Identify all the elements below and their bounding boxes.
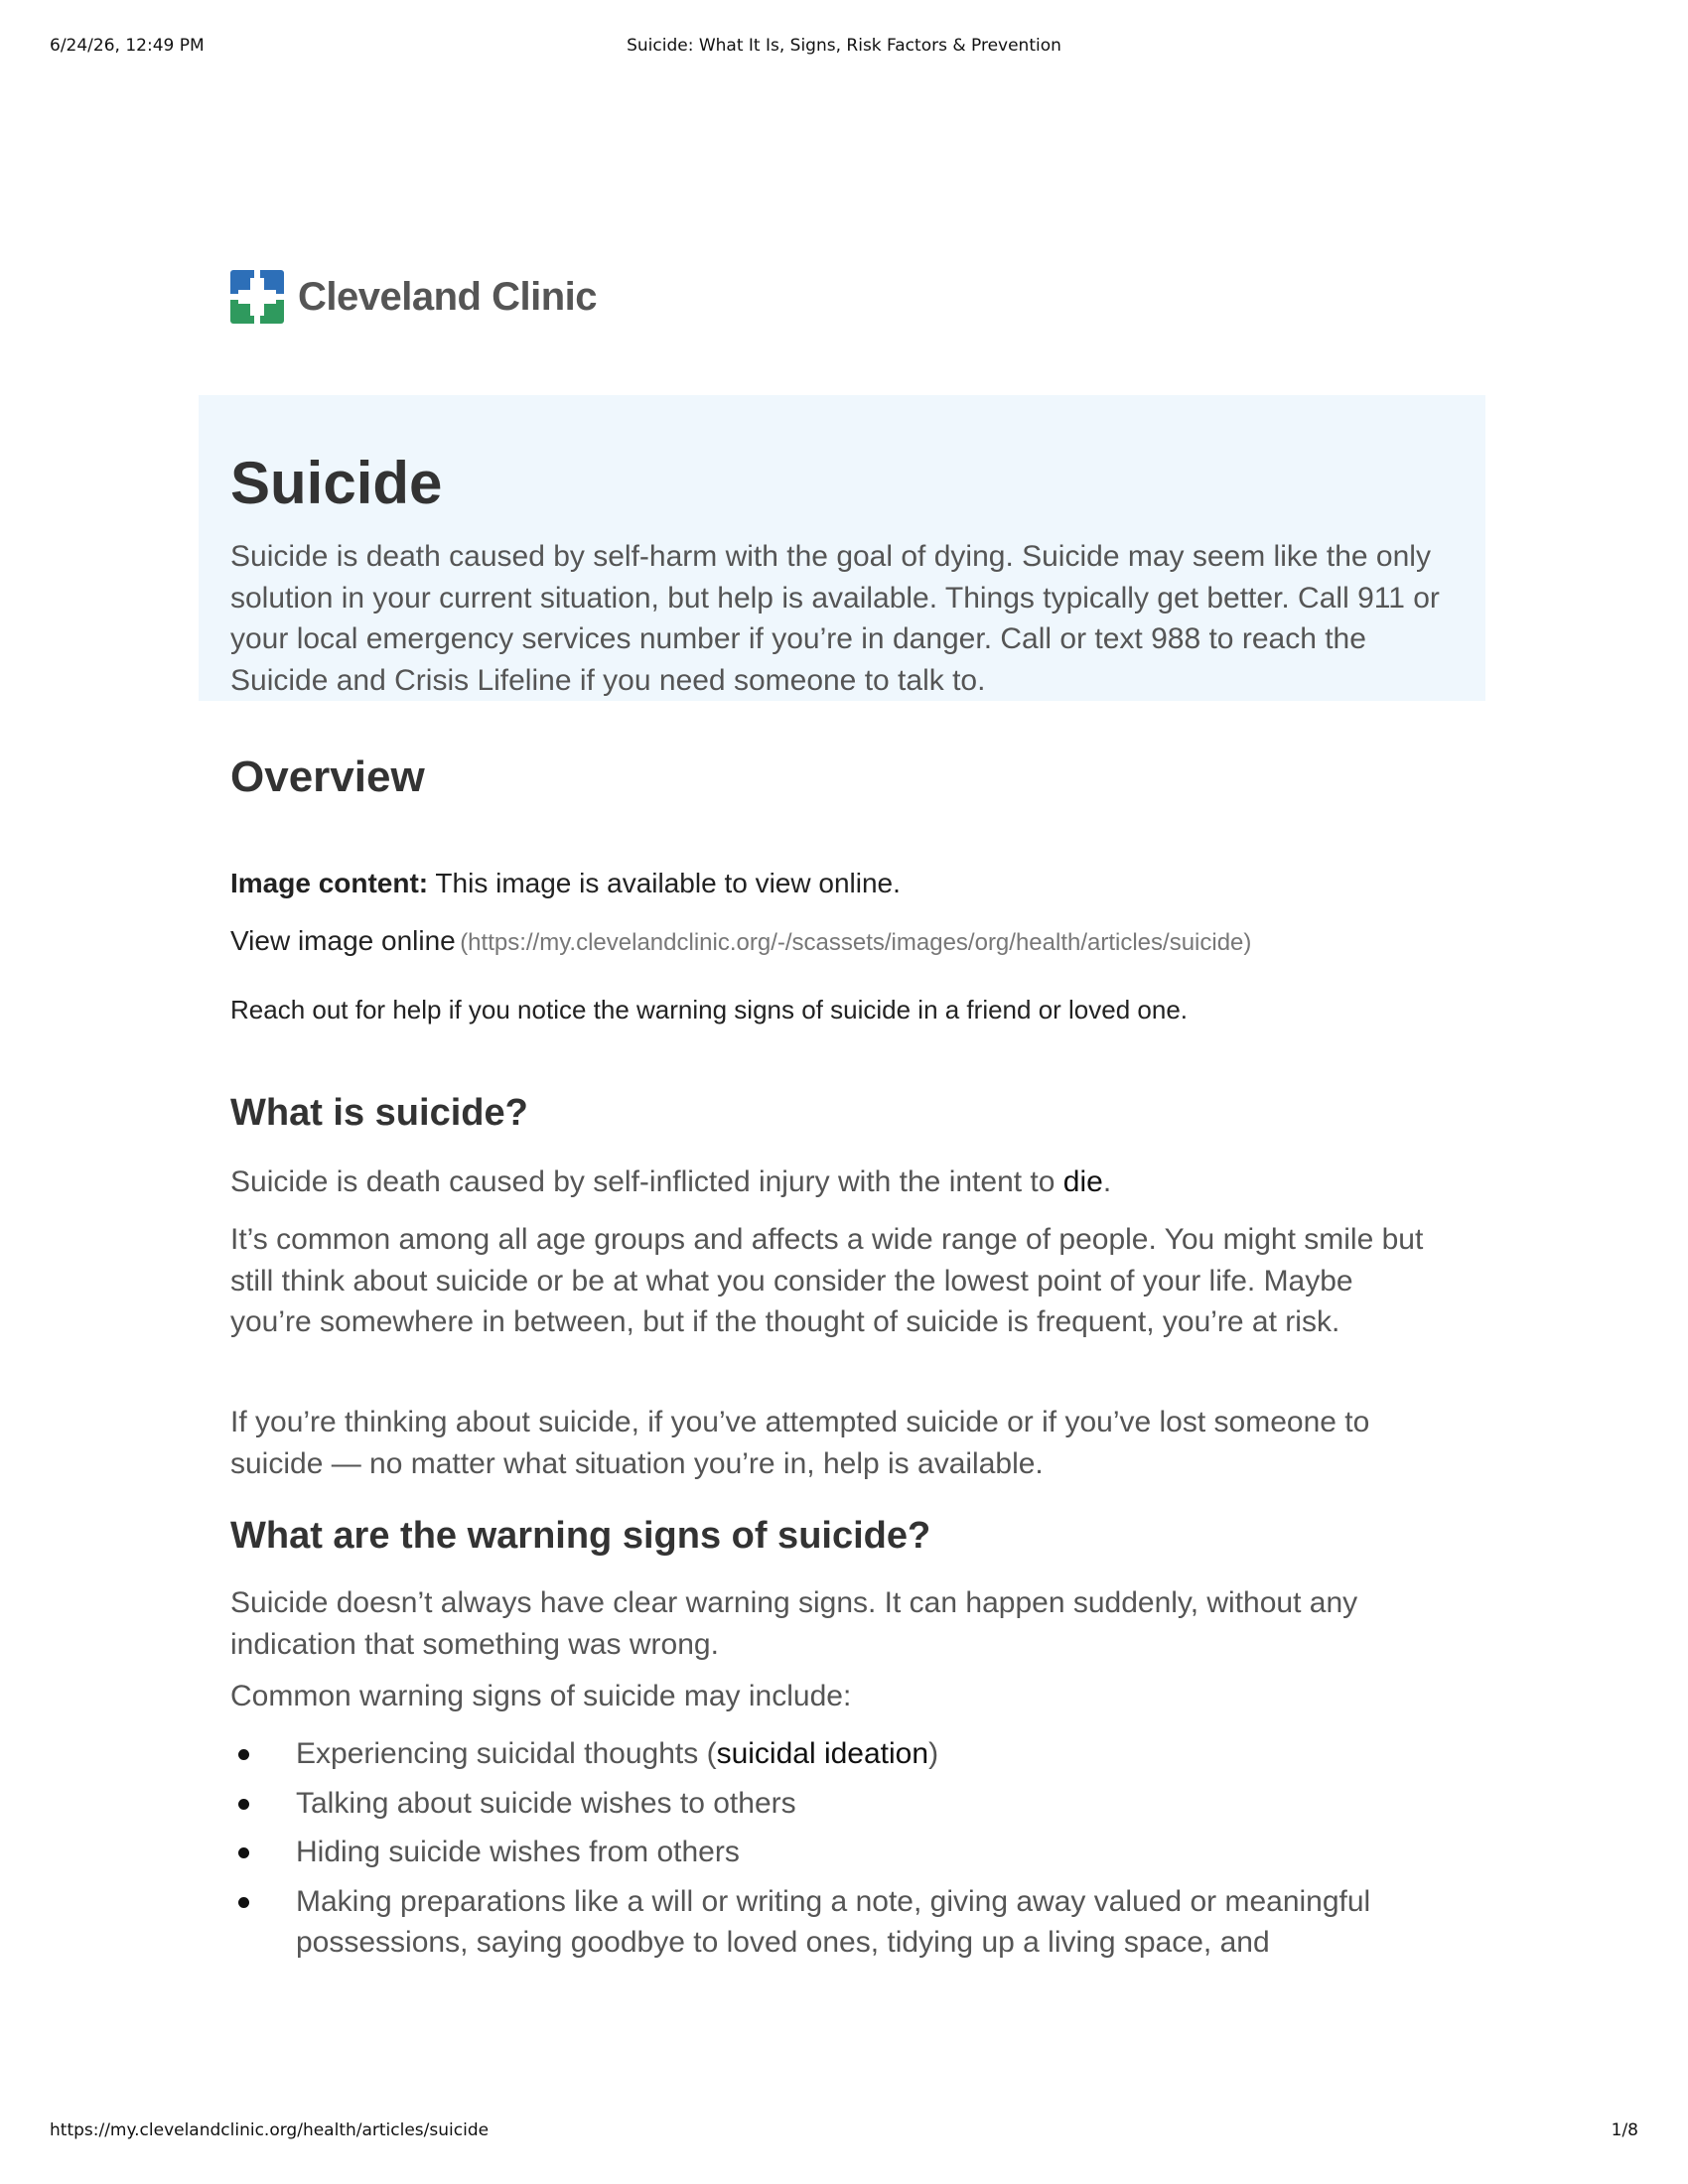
bullet-icon — [238, 1897, 249, 1908]
image-content-label: Image content: — [230, 868, 429, 898]
list-item — [230, 1733, 1462, 1775]
bullet-3-text: Hiding suicide wishes from others — [296, 1836, 740, 1868]
page-number: 1/8 — [1611, 2120, 1638, 2140]
print-footer — [0, 2120, 1688, 2148]
what-is-paragraph-1 — [230, 1161, 1442, 1203]
bullet-1-text: Experiencing suicidal thoughts ( — [296, 1737, 717, 1770]
bullet-1-end: ) — [928, 1737, 939, 1770]
logo-text: Cleveland Clinic — [298, 274, 597, 319]
what-is-p1-text: Suicide is death caused by self-inflicted injury with the intent to — [230, 1165, 1063, 1198]
print-header — [0, 36, 1688, 64]
overview-heading: Overview — [230, 752, 425, 801]
list-item — [230, 1783, 1462, 1825]
image-content-notice — [230, 868, 901, 899]
warning-signs-paragraph-2: Common warning signs of suicide may include: — [230, 1680, 852, 1712]
image-caption: Reach out for help if you notice the warning signs of suicide in a friend or loved one. — [230, 995, 1189, 1024]
list-item — [230, 1881, 1462, 1964]
suicidal-ideation-link[interactable]: suicidal ideation — [716, 1737, 929, 1770]
article-hero — [199, 395, 1485, 701]
image-content-text: This image is available to view online. — [435, 868, 901, 898]
article-summary: Suicide is death caused by self-harm with the goal of dying. Suicide may seem like the only solution in your current situation, but help is available. Things typically get better. Call 911 or your local emergency services number if you’re in danger. Call or text 988 to reach the Suicide and Crisis Lifeline if you need someone to talk to. — [230, 540, 1440, 697]
bullet-icon — [238, 1799, 249, 1810]
print-url: https://my.clevelandclinic.org/health/articles/suicide — [50, 2120, 490, 2140]
bullet-icon — [238, 1847, 249, 1858]
cleveland-clinic-cross-icon — [230, 270, 284, 324]
page-title: Suicide — [230, 450, 443, 516]
warning-signs-heading: What are the warning signs of suicide? — [230, 1515, 931, 1557]
cleveland-clinic-logo[interactable] — [230, 270, 597, 324]
list-item — [230, 1832, 1462, 1873]
print-date: 6/24/26, 12:49 PM — [50, 36, 205, 56]
print-page-title: Suicide: What It Is, Signs, Risk Factors & Prevention — [627, 36, 1061, 56]
die-link[interactable]: die — [1062, 1165, 1103, 1198]
bullet-4-text: Making preparations like a will or writing a note, giving away valued or meaningful possessions, saying goodbye to loved ones, tidying up a living space, and — [296, 1884, 1371, 1959]
bullet-icon — [238, 1749, 249, 1760]
view-image-online-url[interactable]: (https://my.clevelandclinic.org/-/scassets/images/org/health/articles/suicide) — [460, 929, 1252, 956]
what-is-p1-end: . — [1102, 1165, 1112, 1198]
warning-signs-paragraph-1: Suicide doesn’t always have clear warning signs. It can happen suddenly, without any indication that something was wrong. — [230, 1586, 1358, 1661]
view-image-online — [230, 925, 1251, 957]
what-is-suicide-heading: What is suicide? — [230, 1092, 528, 1134]
bullet-2-text: Talking about suicide wishes to others — [296, 1786, 796, 1820]
what-is-paragraph-3: If you’re thinking about suicide, if you’ve attempted suicide or if you’ve lost someone to suicide — no matter what situation you’re in, help is available. — [230, 1406, 1370, 1480]
what-is-paragraph-2: It’s common among all age groups and affects a wide range of people. You might smile but still think about suicide or be at what you consider the lowest point of your life. Maybe you’re somewhere in between, but if the thought of suicide is frequent, you’re at risk. — [230, 1223, 1424, 1338]
warning-signs-list — [230, 1733, 1462, 1972]
view-image-online-link[interactable]: View image online — [230, 925, 456, 956]
